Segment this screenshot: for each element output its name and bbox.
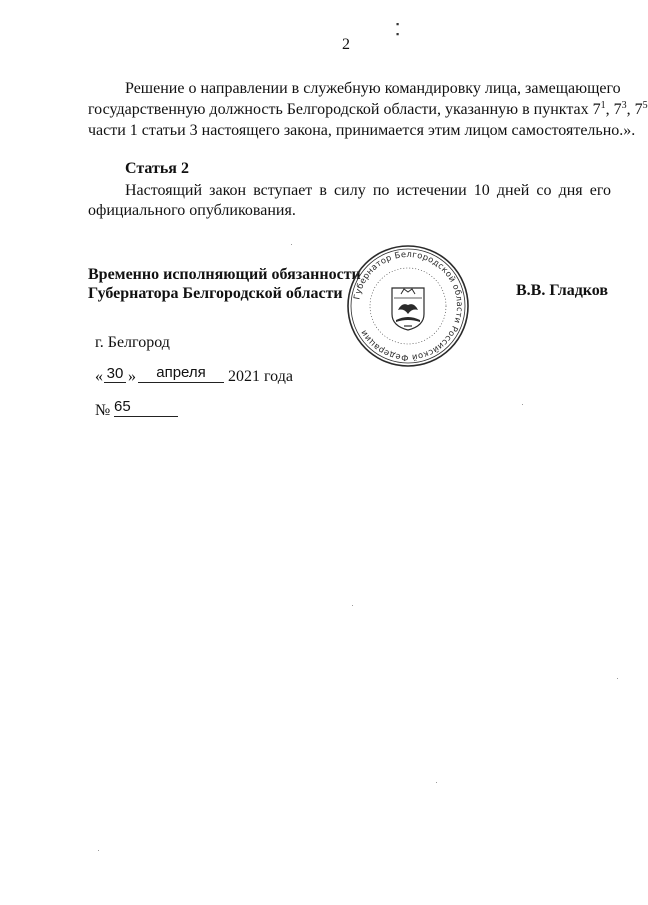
scan-speck (291, 244, 292, 245)
article-2-heading: Статья 2 (125, 160, 189, 177)
scan-speck (98, 850, 99, 851)
scan-speck (436, 782, 437, 783)
paragraph-1-line-1: Решение о направлении в служебную командировку лица, замещающего (125, 80, 621, 97)
page-number: 2 (342, 36, 350, 53)
scan-mark: ▪ (396, 29, 400, 39)
number-label: № (95, 402, 111, 419)
article-2-line-2: официального опубликования. (88, 202, 296, 219)
signatory-title-line-1: Временно исполняющий обязанности (88, 266, 361, 283)
scan-speck (617, 678, 618, 679)
separator-1: , 7 (605, 101, 622, 118)
date-month: апреля (138, 364, 224, 383)
superscript-5: 5 (642, 100, 648, 111)
date-day: 30 (104, 365, 126, 383)
coat-of-arms-icon (392, 288, 424, 330)
official-seal (346, 244, 470, 368)
paragraph-1-line-2 (88, 99, 648, 120)
article-2-line-1: Настоящий закон вступает в силу по истечении 10 дней со дня его (125, 182, 611, 199)
paragraph-1-line-2-text: государственную должность Белгородской области, указанную в пунктах 7 (88, 101, 601, 118)
seal-text: Губернатор Белгородской области Российской Федерации (351, 248, 466, 364)
superscript-1: 1 (600, 100, 606, 111)
date-open-quote: « (95, 368, 103, 385)
superscript-3: 3 (621, 100, 627, 111)
signatory-name: В.В. Гладков (516, 282, 609, 299)
scan-mark: ▪ (396, 19, 400, 29)
signatory-title-line-2: Губернатора Белгородской области (88, 285, 343, 302)
paragraph-1-line-3: части 1 статьи 3 настоящего закона, принимается этим лицом самостоятельно.». (88, 122, 636, 139)
date-close-quote: » (128, 368, 136, 385)
date-year: 2021 года (228, 368, 293, 385)
place-of-signing: г. Белгород (95, 334, 170, 351)
scan-speck (522, 404, 523, 405)
document-number: 65 (114, 398, 178, 417)
scan-speck (352, 605, 353, 606)
separator-2: , 7 (626, 101, 643, 118)
